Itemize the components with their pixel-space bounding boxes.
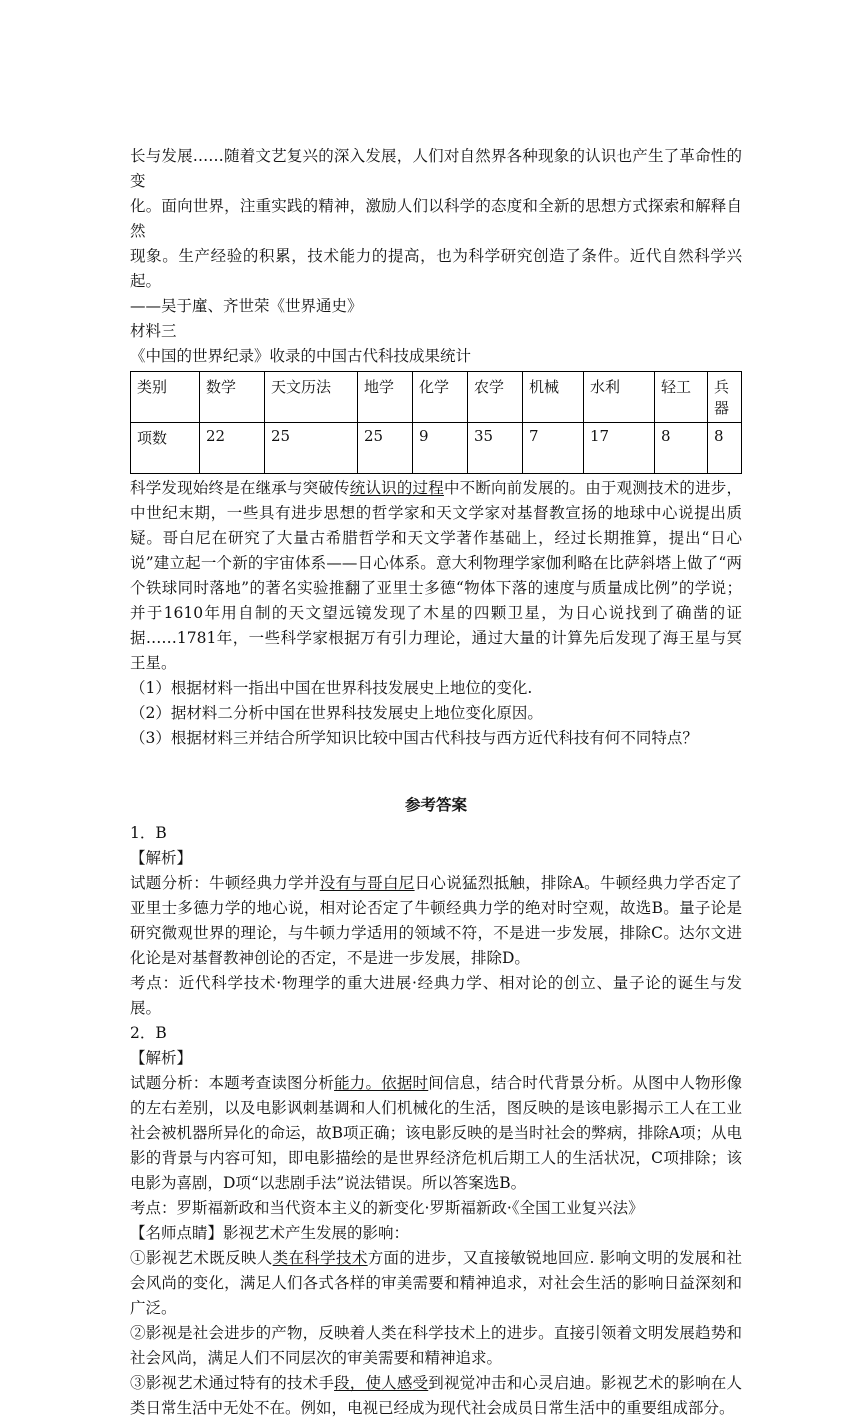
answer-1-number: 1．B [130,824,167,842]
table-header-cell: 类别 [131,372,200,423]
table-header-cell: 兵器 [708,372,742,423]
text-span: 中不断向前发展的。由于观测技术的进步，中世纪末期，一些具有进步思想的哲学家和天文学家对基督教宣扬的地球中心说提出质疑。哥白尼在研究了大量古希腊哲学和天文学著作基础上，经过长期推算，提出“日心说”建立起一个新的宇宙体系——日心体系。意大利物理学家伽利略在比萨斜塔上做了“两个铁球同时落地”的著名实验推翻了亚里士多德“物体下落的速度与质量成比例”的学说；并于1610年用自制的天文望远镜发现了木星的四颗卫星，为日心说找到了确凿的证据……1781年，一些科学家根据万有引力理论，通过大量的计算先后发现了海王星与冥王星。 [130,479,742,672]
table-cell: 25 [358,423,413,474]
table-cell: 项数 [131,423,200,474]
text-span: 方面的进步，又直接敏锐地回应. 影响文明的发展和社会风尚的变化，满足人们各式各样的审美需要和精神追求，对社会生活的影响日益深刻和广泛。 [130,1249,742,1317]
table-cell: 22 [200,423,265,474]
answer-1-label: 【解析】 [130,849,193,867]
answers-title: 参考答案 [404,795,467,814]
table-cell: 17 [584,423,655,474]
table-cell: 7 [523,423,584,474]
text-span: 日心说猛烈抵触，排除A。牛顿经典力学否定了亚里士多德力学的地心说，相对论否定了牛顿经典力学的绝对时空观，故选B。量子论是研究微观世界的理论，与牛顿力学适用的领域不符，不是进一步发展，排除C。达尔文进化论是对基督教神创论的否定，不是进一步发展，排除D。 [130,874,742,967]
table-row [131,423,742,474]
mingshi-point-2: ②影视是社会进步的产物，反映着人类在科学技术上的进步。直接引领着文明发展趋势和社会风尚，满足人们不同层次的审美需要和精神追求。 [130,1324,742,1367]
mingshi-point-3 [130,1371,742,1421]
question-3: （3）根据材料三并结合所学知识比较中国古代科技与西方近代科技有何不同特点？ [130,729,698,747]
answer-2-kaodian: 考点：罗斯福新政和当代资本主义的新变化·罗斯福新政·《全国工业复兴法》 [130,1199,644,1217]
table-cell: 8 [708,423,742,474]
text-span: ③影视艺术通过特有的技术手 [130,1374,335,1392]
table-cell: 25 [265,423,358,474]
answer-2-number: 2．B [130,1024,167,1042]
material2-source: ——吴于廑、齐世荣《世界通史》 [130,297,363,315]
mingshi-point-1 [130,1246,742,1321]
table-cell: 9 [413,423,468,474]
material3-paragraph [130,476,742,676]
answer-2-analysis [130,1071,742,1196]
text-span: 试题分析：牛顿经典力学并 [130,874,320,892]
underlined-text: 没有与哥白尼 [319,874,415,892]
table-cell: 8 [655,423,708,474]
underlined-text: 段，使人感受 [334,1374,429,1392]
material2-line: 长与发展……随着文艺复兴的深入发展，人们对自然界各种现象的认识也产生了革命性的变 [130,147,742,190]
question-1: （1）根据材料一指出中国在世界科技发展史上地位的变化. [130,679,533,697]
table-title: 《中国的世界纪录》收录的中国古代科技成果统计 [130,347,472,365]
table-header-row [131,372,742,423]
question-2: （2）据材料二分析中国在世界科技发展史上地位变化原因。 [130,704,543,722]
tech-stats-table [130,371,742,474]
answer-1-kaodian: 考点：近代科学技术·物理学的重大进展·经典力学、相对论的创立、量子论的诞生与发展。 [130,974,742,1017]
material2-line: 现象。生产经验的积累，技术能力的提高，也为科学研究创造了条件。近代自然科学兴起。 [130,247,742,290]
answer-2-label: 【解析】 [130,1049,193,1067]
text-span: 科学发现始终是在继承与突破传 [130,479,350,497]
mingshi-heading: 【名师点睛】影视艺术产生发展的影响： [130,1224,410,1242]
table-header-cell: 机械 [523,372,584,423]
text-span: 试题分析：本题考查读图分析 [130,1074,335,1092]
table-header-cell: 化学 [413,372,468,423]
material3-label: 材料三 [130,322,177,340]
material2-line: 化。面向世界，注重实践的精神，激励人们以科学的态度和全新的思想方式探索和解释自然 [130,197,742,240]
table-cell: 35 [468,423,523,474]
answer-1-analysis [130,871,742,971]
text-span: ①影视艺术既反映人 [130,1249,273,1267]
document-content [130,144,742,1421]
text-span: 到视觉冲击和心灵启迪。影视艺术的影响在人类日常生活中无处不在。例如，电视已经成为现代社会成员日常生活中的重要组成部分。 [130,1374,742,1417]
table-header-cell: 水利 [584,372,655,423]
table-header-cell: 轻工 [655,372,708,423]
table-header-cell: 数学 [200,372,265,423]
underlined-text: 能力。依据时 [334,1074,429,1092]
table-header-cell: 天文历法 [265,372,358,423]
underlined-text: 类在科学技术 [272,1249,368,1267]
text-span: 间信息，结合时代背景分析。从图中人物形像的左右差别，以及电影讽刺基调和人们机械化的生活，图反映的是该电影揭示工人在工业社会被机器所异化的命运，故B项正确；该电影反映的是当时社会的弊病，排除A项；从电影的背景与内容可知，即电影描绘的是世界经济危机后期工人的生活状况，C项排除；该电影为喜剧，D项“以悲剧手法”说法错误。所以答案选B。 [130,1074,742,1192]
table-header-cell: 地学 [358,372,413,423]
underlined-text: 统认识的过程 [349,479,444,497]
table-header-cell: 农学 [468,372,523,423]
